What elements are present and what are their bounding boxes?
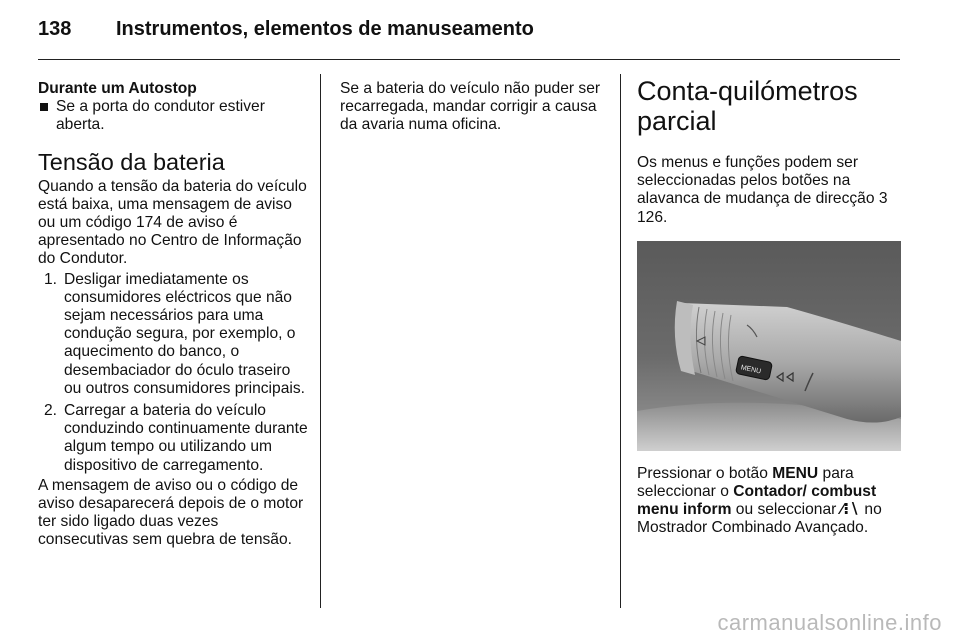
column-left bbox=[38, 80, 310, 550]
column-middle bbox=[340, 80, 608, 135]
step-text: Desligar imediatamente os consumidores eléctricos que não sejam necessários para uma condução segura, por exemplo, o aquecimento do banco, o desembaciador do óculo traseiro ou outros consumidores principais. bbox=[64, 270, 305, 397]
bullet-square-icon bbox=[40, 103, 48, 111]
section-heading-trip-odometer: Conta-quilómetros parcial bbox=[637, 76, 858, 136]
step-text: Carregar a bateria do veículo conduzindo continuamente durante algum tempo ou utilizando um dispositivo de carregamento. bbox=[64, 402, 308, 474]
turn-signal-lever-photo bbox=[637, 241, 901, 451]
menu-button-label: MENU bbox=[740, 364, 762, 376]
caption-text-1: Pressionar o botão bbox=[637, 464, 768, 482]
trip-intro bbox=[637, 154, 905, 227]
page-number: 138 bbox=[38, 18, 72, 40]
caption-menu-name-bold: Contador/ combust menu inform bbox=[637, 483, 877, 519]
header-rule bbox=[38, 59, 900, 60]
battery-intro: Quando a tensão da bateria do veículo está baixa, uma mensagem de aviso ou um código 174 de aviso é apresentado no Centro de Informação do Condutor. bbox=[38, 177, 307, 268]
step-1 bbox=[38, 271, 310, 398]
section-heading-battery: Tensão da bateria bbox=[38, 148, 225, 175]
caption-text-4: no Mostrador Combinado Avançado. bbox=[637, 501, 882, 537]
bullet-text: Se a porta do condutor estiver aberta. bbox=[56, 98, 265, 134]
recharge-note: Se a bateria do veículo não puder ser recarregada, mandar corrigir a causa da avaria numa oficina. bbox=[340, 80, 601, 134]
column-divider-2 bbox=[620, 74, 621, 608]
caption-menu-bold: MENU bbox=[772, 464, 819, 482]
bullet-item bbox=[38, 98, 310, 134]
page-header bbox=[38, 18, 534, 41]
step-2 bbox=[38, 402, 310, 475]
battery-outro: A mensagem de aviso ou o código de aviso desaparecerá depois de o motor ter sido ligado duas vezes consecutivas sem quebra de tensão. bbox=[38, 476, 304, 549]
step-number: 2. bbox=[44, 402, 58, 420]
trip-caption bbox=[637, 465, 905, 538]
column-right bbox=[637, 76, 905, 538]
caption-text-3: ou seleccionar bbox=[735, 501, 837, 519]
step-number: 1. bbox=[44, 270, 58, 288]
page-reference-icon: 3 bbox=[878, 190, 888, 208]
page-title: Instrumentos, elementos de manuseamento bbox=[116, 18, 534, 40]
page-reference: 126. bbox=[637, 208, 668, 226]
column-divider-1 bbox=[320, 74, 321, 608]
caption-text-2: para seleccionar o bbox=[637, 464, 854, 501]
watermark: carmanualsonline.info bbox=[717, 610, 942, 635]
subheading-autostop: Durante um Autostop bbox=[38, 80, 197, 97]
trip-symbol-icon: ⁄⁝∖ bbox=[840, 501, 861, 519]
trip-intro-text: Os menus e funções podem ser seleccionadas pelos botões na alavanca de mudança de direcção bbox=[637, 154, 875, 208]
